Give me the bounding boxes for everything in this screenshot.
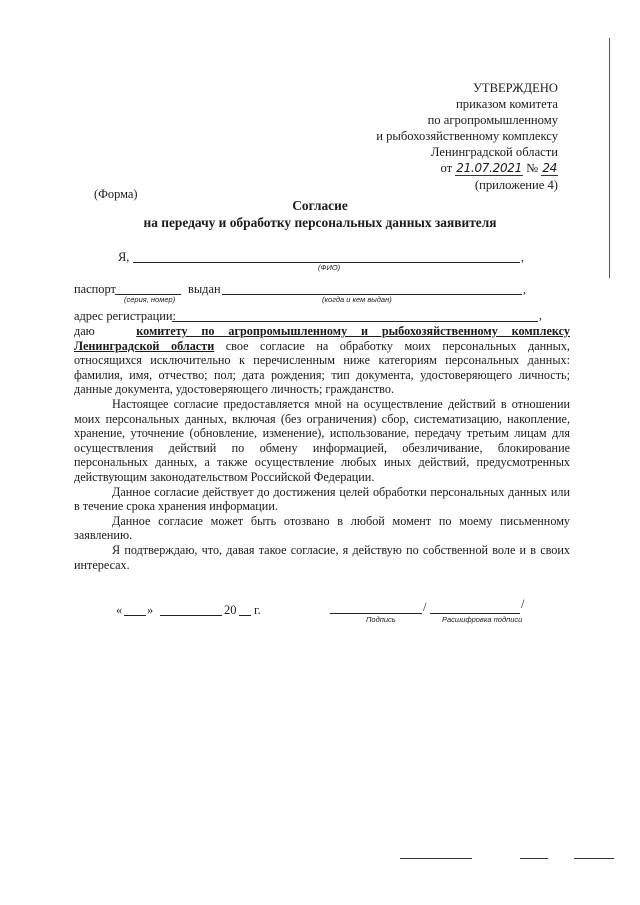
date-year-line (239, 615, 251, 616)
give-word: даю (74, 324, 95, 338)
passport-caption: (серия, номер) (124, 295, 176, 304)
approval-heading: УТВЕРЖДЕНО (472, 81, 558, 95)
consent-paragraph-3: Данное согласие действует до достижения целей обработки персональных данных или в течение срока хранения информации. (74, 484, 570, 514)
date-open-quote: « (116, 603, 123, 617)
address-label: адрес регистрации: (74, 309, 176, 323)
appendix-label: (приложение 4) (474, 177, 558, 192)
date-day-line (124, 615, 146, 616)
decode-caption: Расшифровка подписи (442, 615, 523, 624)
number-prefix: № (526, 161, 539, 176)
handwritten-date: 21.07.2021 (456, 161, 522, 176)
date-month-line (160, 615, 222, 616)
signature-decode-line (430, 613, 520, 614)
signature-slash-1: / (423, 600, 427, 614)
consent-paragraph-1-text: свое согласие на обработку моих персональных данных, относящихся исключительно к перечисленным ниже категориям персональных данных: фамилия, имя, отчество; пол; дата рождения; тип документа, удостоверяющего личность; данные документа, удостоверяющего личность; гражданство. (74, 338, 570, 397)
approval-line: приказом комитета (456, 97, 558, 112)
consent-paragraph-5: Я подтверждаю, что, давая такое согласие, я действую по собственной воле и в своих интересах. (74, 542, 570, 572)
consent-paragraph-4: Данное согласие может быть отозвано в любой момент по моему письменному заявлению. (74, 513, 570, 543)
consent-body (74, 324, 570, 397)
approval-date-line (376, 160, 558, 176)
date-close-quote: » (147, 603, 154, 617)
signature-caption: Подпись (366, 615, 396, 624)
i-label: Я, (118, 250, 130, 264)
approval-line: Ленинградской области (430, 145, 558, 160)
date-year-suffix: г. (254, 603, 261, 617)
fio-line-comma: , (521, 250, 524, 264)
approval-block (376, 80, 558, 193)
issued-label: выдан (188, 282, 221, 296)
scan-mark (574, 858, 614, 859)
document-title: Согласие (292, 198, 348, 213)
scan-edge-line (609, 38, 610, 278)
issued-caption: (когда и кем выдан) (322, 295, 392, 304)
date-year-prefix: 20 (224, 603, 237, 617)
signature-line (330, 613, 422, 614)
consent-paragraph-2: Настоящее согласие предоставляется мной на осуществление действий в отношении моих персональных данных, включая (без ограничения) сбор, систематизацию, накопление, хранение, уточнение (обновление, изменение), использование, передачу третьим лицам для осуществления действий по обмену информацией, обезличивание, блокирование персональных данных, а также осуществление любых иных действий, предусмотренных действующим законодательством Российской Федерации. (74, 397, 570, 484)
document-subtitle: на передачу и обработку персональных данных заявителя (143, 215, 497, 230)
issued-line-comma: , (523, 282, 526, 296)
consent-body-continued (74, 397, 570, 572)
fio-caption: (ФИО) (318, 263, 341, 272)
consent-paragraph-1 (74, 324, 570, 397)
form-label: (Форма) (94, 187, 138, 201)
handwritten-number: 24 (542, 161, 557, 176)
scan-mark (400, 858, 472, 859)
passport-label: паспорт (74, 282, 116, 296)
address-line-comma: , (539, 308, 542, 322)
approval-line: и рыбохозяйственному комплексу (376, 129, 558, 144)
approval-line: по агропромышленному (427, 113, 558, 128)
date-prefix: от (440, 161, 453, 176)
signature-slash-2: / (521, 597, 525, 611)
scan-mark (520, 858, 548, 859)
address-line (172, 321, 538, 322)
committee-name: комитету по агропромышленному и рыбохозяйственному комплексу Ленинградской области (74, 324, 570, 353)
